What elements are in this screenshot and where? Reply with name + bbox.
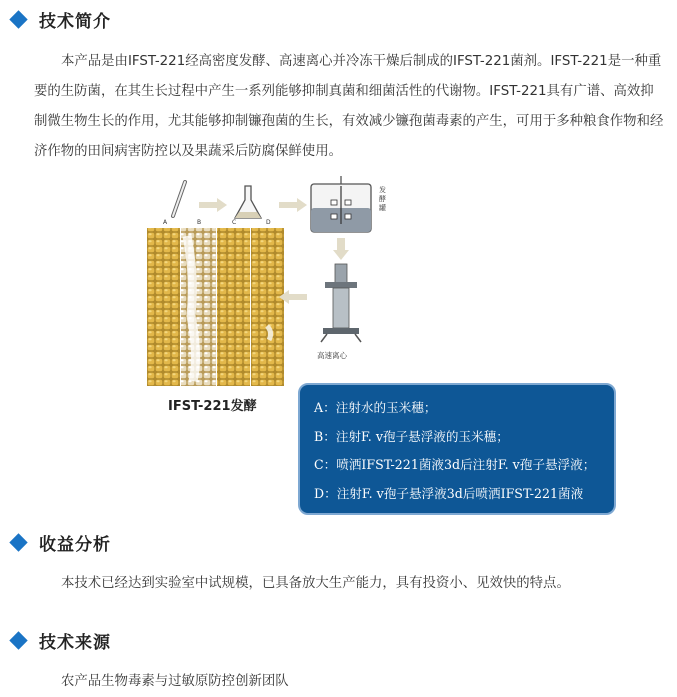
diamond-bullet-icon — [9, 10, 27, 28]
centrifuge-label: 高速离心 — [317, 351, 347, 360]
corn-ear-a — [147, 228, 180, 386]
benefit-paragraph: 本技术已经达到实验室中试规模，已具备放大生产能力，具有投资小、见效快的特点。 — [61, 576, 570, 591]
corn-ear-d — [251, 228, 284, 386]
legend-item-a: A：注射水的玉米穗； — [314, 400, 437, 415]
source-paragraph: 农产品生物毒素与过敏原防控创新团队 — [61, 674, 289, 689]
section-header-intro — [8, 6, 111, 32]
panel-label-b: B — [197, 219, 202, 226]
fermenter-tank-icon — [311, 176, 371, 232]
arrow-icon — [199, 198, 227, 212]
fermenter-diagram — [307, 176, 397, 366]
panel-label-c: C — [232, 219, 237, 226]
section-header-benefit — [8, 529, 111, 555]
diamond-bullet-icon — [9, 631, 27, 649]
legend-item-b: B：注射F. v孢子悬浮液的玉米穗； — [314, 428, 509, 444]
section-title-benefit: 收益分析 — [39, 534, 111, 555]
diamond-bullet-icon — [9, 533, 27, 551]
tank-label: 发酵罐 — [379, 186, 386, 212]
test-tube-icon — [173, 182, 185, 216]
centrifuge-icon — [321, 264, 361, 342]
section-title-source: 技术来源 — [39, 632, 111, 653]
panel-label-a: A — [163, 219, 168, 226]
flask-icon — [235, 186, 261, 218]
figure-caption: IFST-221发酵 — [168, 399, 257, 414]
legend-item-c: C：喷洒IFST-221菌液3d后注射F. v孢子悬浮液； — [314, 457, 596, 472]
arrow-icon — [333, 238, 349, 260]
arrow-icon — [279, 198, 307, 212]
intro-paragraph: 本产品是由IFST-221经高密度发酵、高速离心并冷冻干燥后制成的IFST-221菌剂。IFST-221是一种重要的生防菌，在其生长过程中产生一系列能够抑制真菌和细菌活性的代谢物。IFST-221具有广谱、高效抑制微生物生长的作用，尤其能够抑制镰孢菌的生长，有效减少镰孢菌毒素的产生，可用于多种粮食作物和经济作物的田间病害防控以及果蔬采后防腐保鲜使用。 — [34, 54, 664, 159]
legend-item-d: D：注射F. v孢子悬浮液3d后喷洒IFST-221菌液 — [314, 485, 584, 501]
figure-legend — [298, 383, 616, 515]
corn-ear-c — [217, 228, 250, 386]
panel-label-d: D — [266, 219, 271, 226]
section-header-source — [8, 627, 111, 653]
section-title-intro: 技术简介 — [39, 11, 111, 32]
